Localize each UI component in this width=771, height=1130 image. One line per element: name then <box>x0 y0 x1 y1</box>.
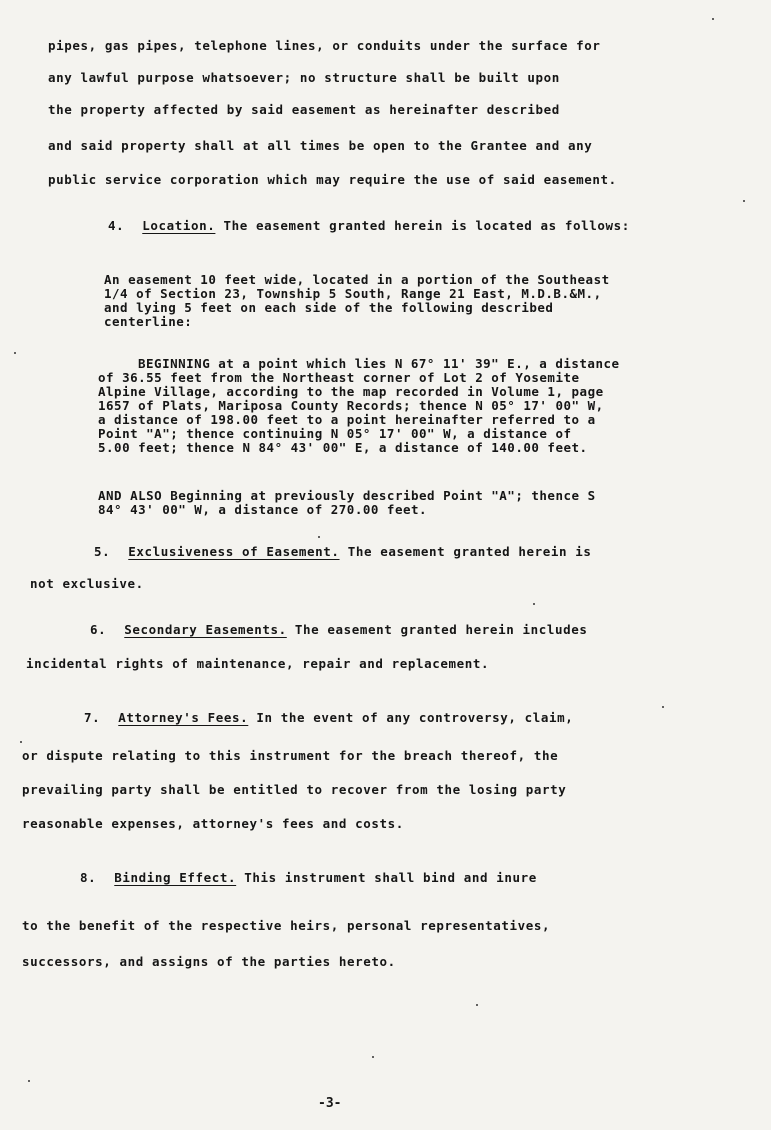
section-heading: Attorney's Fees. <box>118 710 249 725</box>
body-line: or dispute relating to this instrument for the breach thereof, the <box>22 748 559 763</box>
body-line: reasonable expenses, attorney's fees and costs. <box>22 816 404 831</box>
section-heading: Secondary Easements. <box>124 622 287 637</box>
section-text: The easement granted herein is located as follows: <box>223 218 630 233</box>
body-line: pipes, gas pipes, telephone lines, or conduits under the surface for <box>48 38 601 53</box>
section-heading: Exclusiveness of Easement. <box>128 544 340 559</box>
body-line: incidental rights of maintenance, repair and replacement. <box>26 656 490 671</box>
section-text: This instrument shall bind and inure <box>244 870 537 885</box>
body-line: any lawful purpose whatsoever; no structure shall be built upon <box>48 70 560 85</box>
section-8-heading-line <box>80 870 537 885</box>
section-number: 4. <box>108 218 125 233</box>
easement-desc-line: and lying 5 feet on each side of the following described <box>104 300 554 315</box>
section-text: In the event of any controversy, claim, <box>256 710 574 725</box>
body-line: the property affected by said easement as hereinafter described <box>48 102 560 117</box>
begin-desc-line: BEGINNING at a point which lies N 67° 11' 39" E., a distance <box>138 356 620 371</box>
scan-speck <box>662 706 664 708</box>
begin-desc-line: 1657 of Plats, Mariposa County Records; thence N 05° 17' 00" W, <box>98 398 604 413</box>
scan-speck <box>743 200 745 202</box>
body-line: to the benefit of the respective heirs, personal representatives, <box>22 918 551 933</box>
scan-speck <box>533 603 535 605</box>
body-line: and said property shall at all times be open to the Grantee and any <box>48 138 593 153</box>
scan-speck <box>14 352 16 354</box>
section-number: 8. <box>80 870 97 885</box>
section-4-heading-line <box>108 218 630 233</box>
section-heading: Location. <box>142 218 216 233</box>
section-number: 6. <box>90 622 107 637</box>
scan-speck <box>476 1004 478 1006</box>
body-line: public service corporation which may require the use of said easement. <box>48 172 617 187</box>
body-line: successors, and assigns of the parties hereto. <box>22 954 396 969</box>
section-7-heading-line <box>84 710 573 725</box>
section-number: 5. <box>94 544 111 559</box>
begin-desc-line: Alpine Village, according to the map recorded in Volume 1, page <box>98 384 604 399</box>
begin-desc-line: of 36.55 feet from the Northeast corner of Lot 2 of Yosemite <box>98 370 580 385</box>
scan-speck <box>372 1056 374 1058</box>
body-line: not exclusive. <box>30 576 144 591</box>
easement-desc-line: 1/4 of Section 23, Township 5 South, Range 21 East, M.D.B.&M., <box>104 286 602 301</box>
section-5-heading-line <box>94 544 591 559</box>
section-heading: Binding Effect. <box>114 870 237 885</box>
page-number: -3- <box>318 1096 342 1111</box>
begin-desc-line: 5.00 feet; thence N 84° 43' 00" E, a distance of 140.00 feet. <box>98 440 588 455</box>
scan-speck <box>318 536 320 538</box>
also-desc-line: AND ALSO Beginning at previously described Point "A"; thence S <box>98 488 596 503</box>
section-6-heading-line <box>90 622 587 637</box>
easement-desc-line: centerline: <box>104 314 193 329</box>
body-line: prevailing party shall be entitled to recover from the losing party <box>22 782 567 797</box>
scan-speck <box>20 741 22 743</box>
also-desc-line: 84° 43' 00" W, a distance of 270.00 feet. <box>98 502 428 517</box>
section-text: The easement granted herein is <box>347 544 592 559</box>
begin-desc-line: Point "A"; thence continuing N 05° 17' 00" W, a distance of <box>98 426 572 441</box>
section-text: The easement granted herein includes <box>294 622 588 637</box>
scan-speck <box>712 18 714 20</box>
easement-desc-line: An easement 10 feet wide, located in a portion of the Southeast <box>104 272 610 287</box>
begin-desc-line: a distance of 198.00 feet to a point hereinafter referred to a <box>98 412 596 427</box>
scan-speck <box>28 1080 30 1082</box>
section-number: 7. <box>84 710 101 725</box>
